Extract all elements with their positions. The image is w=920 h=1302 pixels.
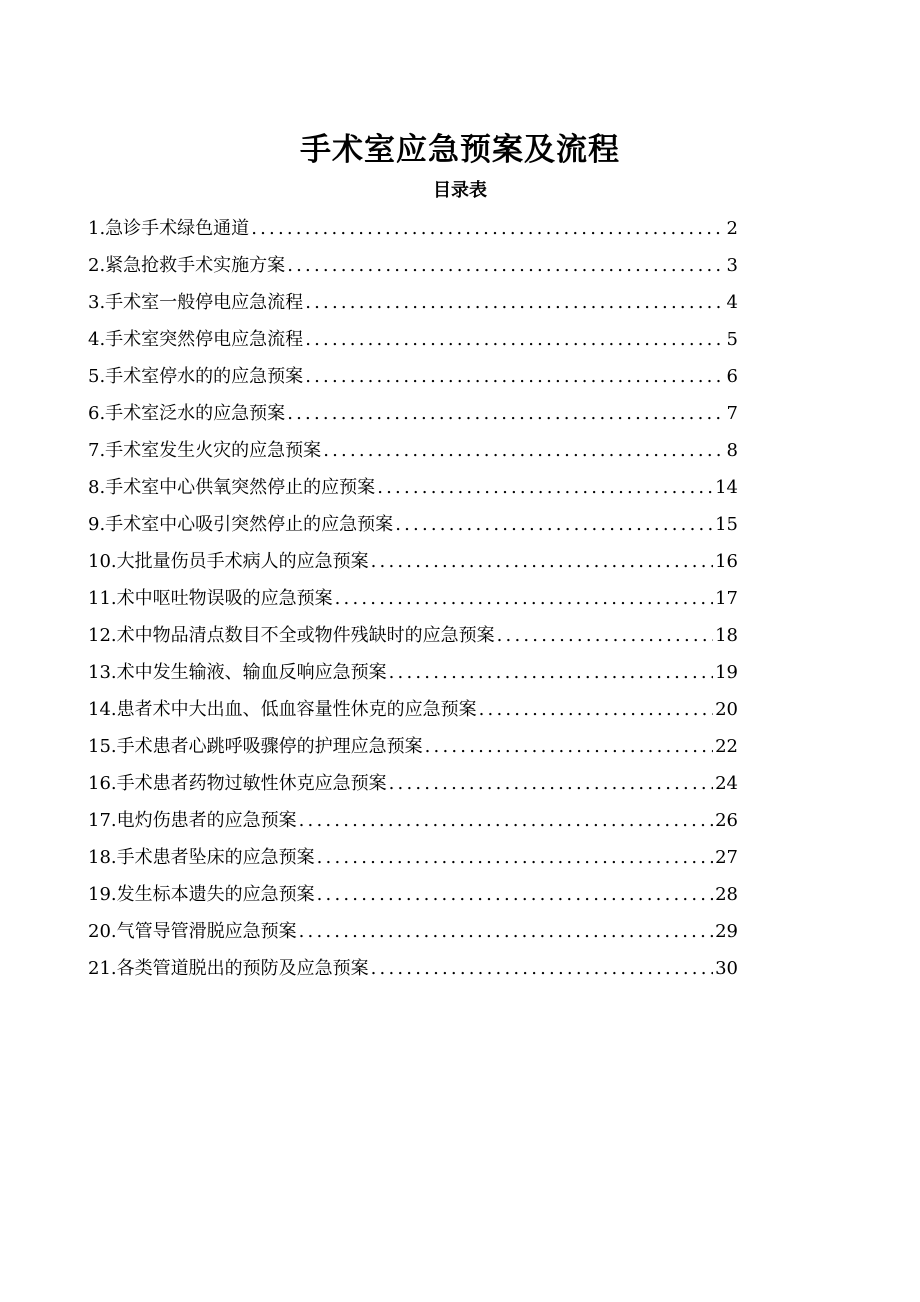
toc-entry-page: 3 [726,255,738,276]
document-title: 手术室应急预案及流程 [300,132,620,168]
toc-entry-label: 6.手术室泛水的应急预案 [88,403,286,424]
toc-entry-label: 14.患者术中大出血、低血容量性休克的应急预案 [88,699,477,720]
toc-dot-leader [317,839,713,876]
toc-entry-label: 19.发生标本遗失的应急预案 [88,884,315,905]
toc-dot-leader [251,210,724,247]
toc-entry-page: 4 [726,292,738,313]
toc-dot-leader [323,432,724,469]
toc-dot-leader [335,580,713,617]
toc-entry-label: 16.手术患者药物过敏性休克应急预案 [88,773,387,794]
toc-entry-label: 15.手术患者心跳呼吸骤停的护理应急预案 [88,736,423,757]
toc-dot-leader [287,395,724,432]
toc-entry [88,284,738,321]
toc-entry [88,580,738,617]
toc-entry [88,654,738,691]
toc-entry [88,839,738,876]
toc-entry [88,247,738,284]
toc-entry-page: 19 [715,662,738,683]
toc-dot-leader [305,321,724,358]
toc-dot-leader [299,913,713,950]
toc-entry-page: 26 [715,810,738,831]
toc-entry-page: 18 [715,625,738,646]
toc-heading: 目录表 [433,180,487,201]
toc-entry-page: 22 [715,736,738,757]
toc-entry-page: 29 [715,921,738,942]
toc-entry [88,321,738,358]
toc-dot-leader [479,691,713,728]
toc-entry-label: 5.手术室停水的的应急预案 [88,366,304,387]
toc-dot-leader [425,728,713,765]
toc-dot-leader [395,506,713,543]
toc-entry-page: 16 [715,551,738,572]
toc-entry-page: 24 [715,773,738,794]
toc-entry-label: 11.术中呕吐物误吸的应急预案 [88,588,333,609]
toc-entry-page: 8 [726,440,738,461]
toc-entry [88,210,738,247]
toc-entry-page: 7 [726,403,738,424]
toc-entry-page: 28 [715,884,738,905]
toc-entry [88,950,738,987]
toc-entry-page: 20 [715,699,738,720]
toc-dot-leader [299,802,713,839]
toc-entry [88,765,738,802]
toc-entry [88,728,738,765]
toc-dot-leader [287,247,724,284]
toc-entry-label: 2.紧急抢救手术实施方案 [88,255,286,276]
toc-dot-leader [305,284,724,321]
toc-entry [88,358,738,395]
toc-entry-page: 6 [726,366,738,387]
toc-entry-page: 27 [715,847,738,868]
toc-dot-leader [305,358,724,395]
toc-entry [88,691,738,728]
toc-entry-label: 18.手术患者坠床的应急预案 [88,847,315,868]
toc-entry [88,543,738,580]
toc-entry [88,469,738,506]
toc-entry-label: 12.术中物品清点数目不全或物件残缺时的应急预案 [88,625,495,646]
toc-entry-page: 30 [715,958,738,979]
toc-entry-page: 17 [715,588,738,609]
toc-entry-label: 13.术中发生输液、输血反响应急预案 [88,662,387,683]
toc-dot-leader [377,469,713,506]
toc-dot-leader [371,543,713,580]
toc-dot-leader [317,876,713,913]
toc-dot-leader [389,654,713,691]
toc-entry-label: 20.气管导管滑脱应急预案 [88,921,297,942]
toc-entry-label: 4.手术室突然停电应急流程 [88,329,304,350]
table-of-contents [88,210,738,987]
toc-entry-label: 1.急诊手术绿色通道 [88,218,250,239]
toc-dot-leader [371,950,713,987]
toc-entry-label: 21.各类管道脱出的预防及应急预案 [88,958,369,979]
toc-entry [88,432,738,469]
toc-entry-page: 15 [715,514,738,535]
toc-entry-label: 17.电灼伤患者的应急预案 [88,810,297,831]
toc-entry [88,913,738,950]
toc-entry [88,617,738,654]
toc-entry [88,876,738,913]
toc-entry-label: 9.手术室中心吸引突然停止的应急预案 [88,514,394,535]
toc-entry-page: 2 [726,218,738,239]
toc-dot-leader [497,617,713,654]
toc-entry [88,395,738,432]
toc-entry-page: 14 [715,477,738,498]
toc-entry-label: 8.手术室中心供氧突然停止的应预案 [88,477,376,498]
toc-dot-leader [389,765,713,802]
toc-entry-label: 3.手术室一般停电应急流程 [88,292,304,313]
toc-entry [88,506,738,543]
toc-entry [88,802,738,839]
toc-entry-page: 5 [726,329,738,350]
toc-entry-label: 7.手术室发生火灾的应急预案 [88,440,322,461]
toc-entry-label: 10.大批量伤员手术病人的应急预案 [88,551,369,572]
